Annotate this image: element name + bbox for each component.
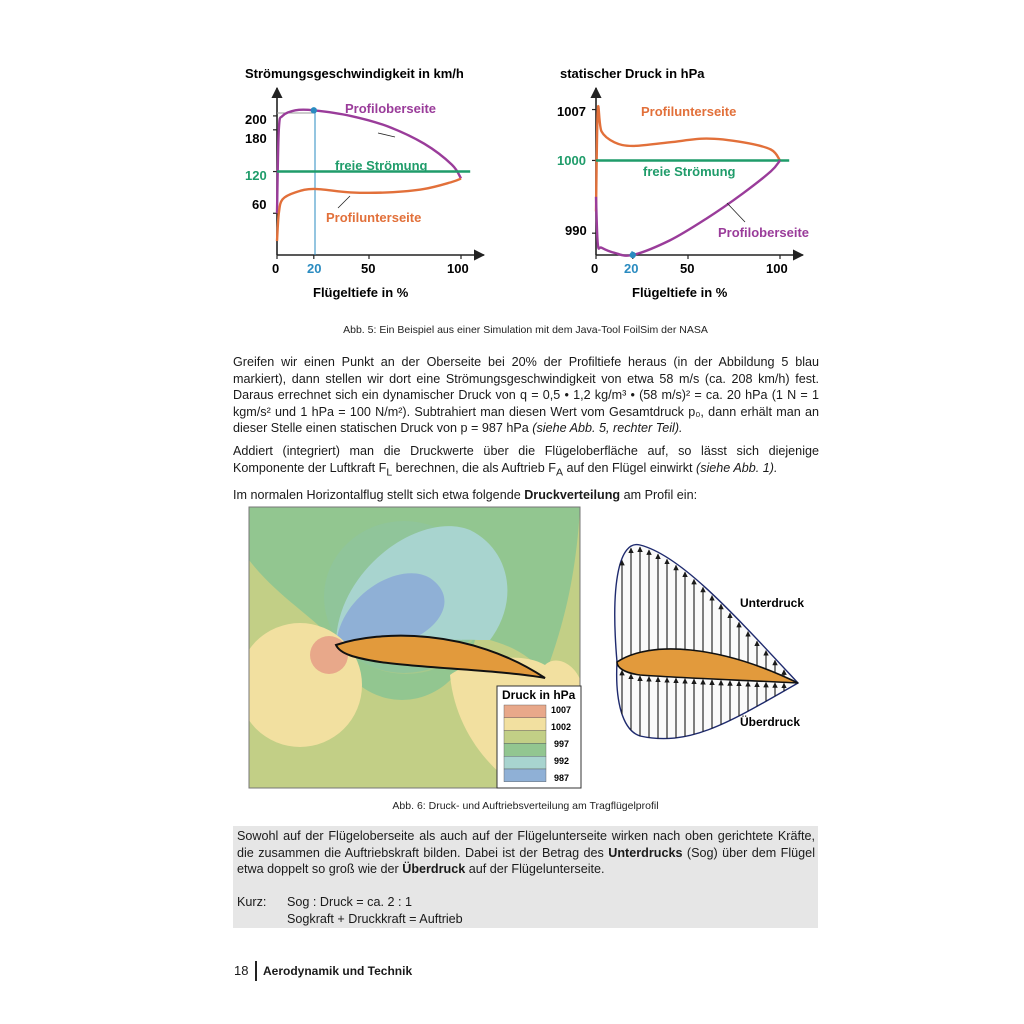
chart-pressure-label-lower: Profilunterseite — [641, 104, 737, 119]
summary-text-2: (Sog) über dem Flügel etwa doppelt so groß wie der — [237, 845, 815, 877]
paragraph-2-ref: (siehe Abb. 1). — [696, 460, 778, 475]
body-text — [233, 354, 819, 503]
chart-pressure-leader-upper — [727, 203, 745, 222]
legend-value-997: 997 — [554, 739, 570, 749]
paragraph-3-text: Im normalen Horizontalflug stellt sich etwa folgende — [233, 487, 525, 502]
field-zone-1002-left — [238, 623, 362, 747]
paragraph-1-text: Greifen wir einen Punkt an der Oberseite bei 20% der Profiltiefe heraus (in der Abbildung 5 blau markiert), dann stellen wir dort eine Strömungsgeschwindigkeit von etwa 58 m/s (ca. 208 km/h) fest. Daraus errechnet sich ein dynamischer Druck von q = 0,5 • 1,2 kg/m³ • (58 m/s)² = ca. 20 hPa (1 N = 1 kgm/s² und 1 hPa = 100 N/m²). Subtrahiert man diesen Wert vom Gesamtdruck p₀, dann erhält man an dieser Stelle einen statischen Druck von p = 987 hPa — [233, 355, 819, 436]
legend-swatch — [504, 769, 546, 782]
chart-speed-label-upper: Profiloberseite — [345, 101, 437, 116]
legend-value-1007: 1007 — [551, 705, 572, 715]
chart-pressure-ytick-1007: 1007 — [557, 104, 586, 119]
legend-swatches — [504, 705, 546, 782]
paragraph-2-mid: berechnen, die als Auftrieb F — [392, 460, 556, 475]
figure-6-caption: Abb. 6: Druck- und Auftriebsverteilung am Tragflügelprofil — [392, 800, 659, 812]
summary-box — [233, 826, 818, 928]
chart-pressure-label-free: freie Strömung — [643, 164, 736, 179]
label-ueberdruck: Überdruck — [740, 715, 801, 729]
chart-speed-ytick-180: 180 — [245, 131, 267, 146]
rp-series-highlight-point — [630, 252, 636, 258]
paragraph-2-sub-l: L — [386, 466, 393, 479]
chart-pressure-ylabel: statischer Druck in hPa — [560, 66, 705, 81]
summary-text-3: auf der Flügelunterseite. — [465, 862, 605, 877]
summary-text-1: Sowohl auf der Flügeloberseite als auch auf der Flügelunterseite wirken nach oben gerichtete Kräfte, die zusammen die Auftriebskraft bilden. Dabei ist der Betrag des — [237, 829, 815, 860]
chart-pressure-xtick-20: 20 — [624, 261, 639, 276]
kurz-label: Kurz: — [237, 895, 267, 909]
chart-pressure-xtick-50: 50 — [680, 261, 695, 276]
kurz-line-2: Sogkraft + Druckkraft = Auftrieb — [287, 912, 463, 926]
chart-speed-xtick-0: 0 — [272, 261, 280, 276]
paragraph-1 — [233, 354, 819, 437]
paragraph-2-end: auf den Flügel einwirkt — [563, 460, 693, 475]
legend-swatch — [504, 731, 546, 744]
pressure-legend — [497, 686, 581, 788]
chart-speed-ytick-120: 120 — [245, 168, 267, 183]
field-zone-1007 — [310, 636, 348, 674]
legend-value-987: 987 — [554, 773, 570, 783]
chart-speed-leader-upper — [378, 133, 395, 137]
chart-speed-xtick-50: 50 — [361, 261, 376, 276]
chart-speed-xtick-20: 20 — [307, 261, 322, 276]
distribution-envelope — [615, 545, 801, 739]
paragraph-3-end: am Profil ein: — [620, 487, 698, 502]
paragraph-2 — [233, 443, 819, 481]
figure-5 — [0, 0, 1024, 330]
legend-swatch — [504, 743, 546, 756]
legend-value-1002: 1002 — [551, 722, 572, 732]
chart-speed-xlabel: Flügeltiefe in % — [313, 285, 409, 300]
summary-bold-unterdruck: Unterdrucks — [608, 845, 683, 860]
legend-swatch — [504, 718, 546, 731]
kurz-line-1: Sog : Druck = ca. 2 : 1 — [287, 895, 412, 909]
figure-5-caption: Abb. 5: Ein Beispiel aus einer Simulation mit dem Java-Tool FoilSim der NASA — [343, 324, 708, 336]
chart-pressure-xlabel: Flügeltiefe in % — [632, 285, 728, 300]
ls-series-highlight-point — [311, 107, 317, 113]
legend-title: Druck in hPa — [502, 688, 576, 702]
paragraph-2-text: Addiert (integriert) man die Druckwerte über die Flügeloberfläche auf, so lässt sich diejenige Komponente der Luftkraft F — [233, 443, 819, 475]
legend-swatch — [504, 756, 546, 769]
label-unterdruck: Unterdruck — [740, 596, 805, 610]
paragraph-2-sub-a: A — [555, 466, 563, 479]
summary-bold-ueberdruck: Überdruck — [402, 862, 466, 877]
pressure-distribution — [615, 545, 805, 739]
chart-pressure-ytick-990: 990 — [565, 223, 587, 238]
chart-pressure — [557, 66, 809, 300]
rp-series-line-profilunterseite — [596, 106, 780, 211]
chart-speed — [245, 66, 484, 300]
chart-pressure-ytick-1000: 1000 — [557, 153, 586, 168]
paragraph-3-bold: Druckverteilung — [524, 487, 621, 502]
chart-speed-leader-lower — [338, 196, 350, 208]
chart-speed-ytick-200: 200 — [245, 112, 267, 127]
footer-title: Aerodynamik und Technik — [263, 964, 413, 978]
figure-6 — [0, 500, 1024, 795]
footer-divider — [255, 961, 257, 981]
summary-text — [233, 826, 818, 878]
chart-speed-label-free: freie Strömung — [335, 158, 428, 173]
chart-speed-ylabel: Strömungsgeschwindigkeit in km/h — [245, 66, 464, 81]
legend-swatch — [504, 705, 546, 718]
paragraph-1-ref: (siehe Abb. 5, rechter Teil). — [532, 421, 683, 436]
chart-pressure-xtick-0: 0 — [591, 261, 599, 276]
chart-speed-label-lower: Profilunterseite — [326, 210, 422, 225]
chart-speed-ytick-60: 60 — [252, 197, 267, 212]
chart-pressure-xtick-100: 100 — [766, 261, 788, 276]
chart-speed-xtick-100: 100 — [447, 261, 469, 276]
page-number: 18 — [234, 963, 249, 978]
chart-pressure-label-upper: Profiloberseite — [718, 225, 810, 240]
legend-value-992: 992 — [554, 756, 570, 766]
